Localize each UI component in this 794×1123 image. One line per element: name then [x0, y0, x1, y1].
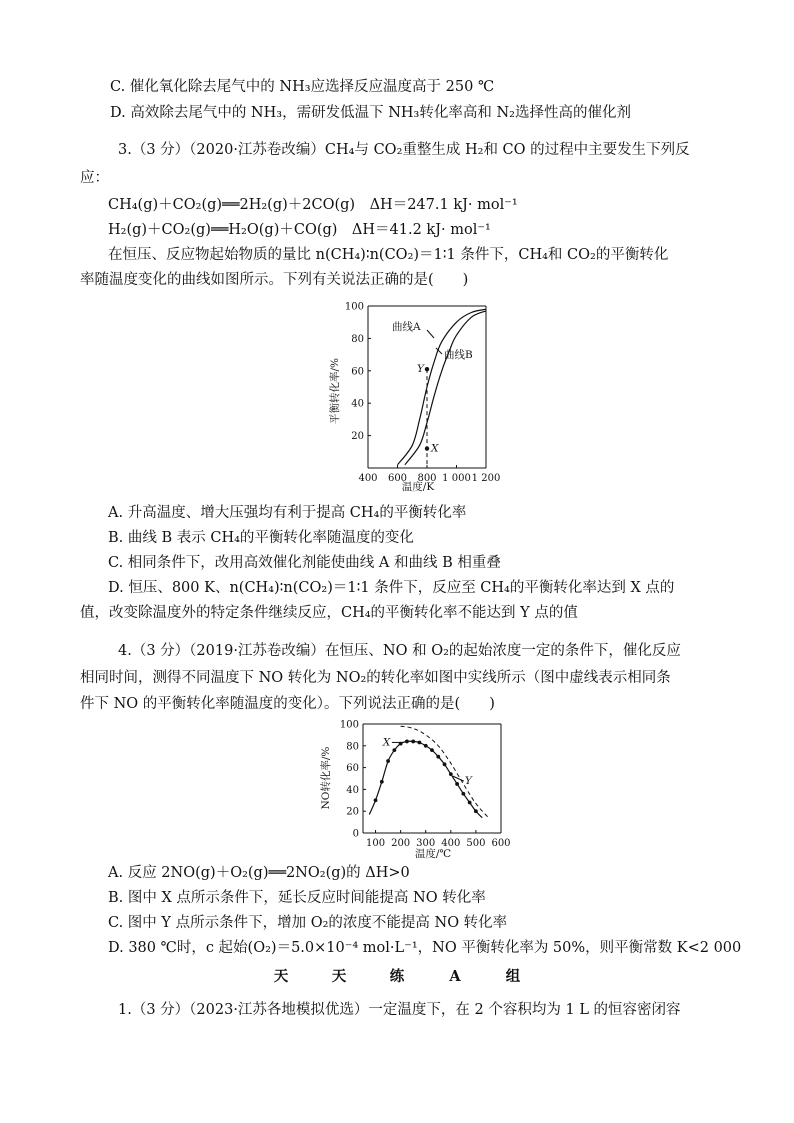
x-tick-label: 1 000 — [442, 473, 471, 484]
x-tick-label-2: 300 — [416, 838, 436, 849]
q3-equation-1: CH₄(g)＋CO₂(g)══2H₂(g)＋2CO(g) ΔH＝247.1 kJ· mol⁻¹ — [108, 197, 518, 213]
data-point — [405, 740, 409, 744]
heading-char-5: 组 — [505, 968, 521, 985]
heading-char-3: 练 — [389, 968, 405, 985]
point-x-label-2: X — [382, 736, 391, 749]
y-tick-label-2: 80 — [346, 741, 359, 753]
x-tick-label-2: 100 — [365, 838, 386, 849]
data-point — [430, 748, 434, 752]
q3-paragraph-2: 率随温度变化的曲线如图所示。下列有关说法正确的是( ) — [80, 272, 469, 288]
chart-equilibrium-conversion — [320, 296, 510, 496]
y-tick-label-2: 100 — [339, 719, 359, 731]
point-y-label-2: Y — [464, 775, 472, 788]
data-point — [411, 740, 415, 744]
curve-b-line — [405, 311, 486, 465]
data-point — [443, 762, 447, 766]
q3-option-d-2: 值，改变除温度外的特定条件继续反应，CH₄的平衡转化率不能达到 Y 点的值 — [80, 605, 578, 621]
q3-option-a: A. 升高温度、增大压强均有利于提高 CH₄的平衡转化率 — [108, 505, 467, 521]
data-point — [449, 772, 453, 776]
q4-option-b: B. 图中 X 点所示条件下，延长反应时间能提高 NO 转化率 — [108, 890, 486, 906]
q4-heading: 4.（3 分）（2019·江苏卷改编）在恒压、NO 和 O₂的起始浓度一定的条件下，催化反应 — [118, 643, 681, 659]
data-point — [468, 801, 472, 805]
data-point — [461, 792, 465, 796]
data-point — [474, 809, 478, 813]
data-point — [436, 755, 440, 759]
q3-heading: 3.（3 分）（2020·江苏卷改编）CH₄与 CO₂重整生成 H₂和 CO 的过程中主要发生下列反 — [118, 142, 690, 158]
data-point — [418, 741, 422, 745]
q4-paragraph-3: 件下 NO 的平衡转化率随温度的变化）。下列说法正确的是( ) — [80, 696, 495, 712]
y-tick-label-2: 20 — [346, 806, 359, 818]
point-x-label: X — [431, 442, 439, 455]
q3-option-c: C. 相同条件下，改用高效催化剂能使曲线 A 和曲线 B 相重叠 — [108, 555, 501, 571]
x-tick-label-2: 200 — [391, 838, 411, 849]
y-tick-label: 20 — [351, 431, 364, 443]
q3-paragraph-1: 在恒压、反应物起始物质的量比 n(CH₄)∶n(CO₂)＝1∶1 条件下，CH₄和 CO₂的平衡转化 — [108, 247, 669, 263]
x-tick-label-2: 500 — [466, 838, 486, 849]
q4-option-c: C. 图中 Y 点所示条件下，增加 O₂的浓度不能提高 NO 转化率 — [108, 915, 508, 931]
new-q1-heading: 1.（3 分）（2023·江苏各地模拟优选）一定温度下，在 2 个容积均为 1 L 的恒容密闭容 — [118, 1002, 681, 1018]
q4-option-d: D. 380 ℃时，c 起始(O₂)＝5.0×10⁻⁴ mol·L⁻¹，NO 平衡转化率为 50%，则平衡常数 K<2 000 — [108, 940, 742, 956]
y-axis-label: 平衡转化率/% — [329, 357, 341, 425]
y-tick-label-2: 60 — [346, 763, 359, 775]
data-point — [386, 759, 390, 763]
x-tick-label: 400 — [358, 473, 378, 484]
x-axis-label-2: 温度/℃ — [414, 848, 452, 860]
data-point — [392, 748, 396, 752]
chart-no-conversion — [315, 716, 515, 862]
q3-heading-cont: 应： — [80, 170, 109, 186]
y-tick-label-2: 40 — [346, 784, 359, 796]
point-x — [425, 446, 429, 450]
q4-option-a: A. 反应 2NO(g)＋O₂(g)══2NO₂(g)的 ΔH>0 — [108, 865, 410, 881]
x-tick-label-2: 600 — [491, 838, 511, 849]
x-tick-label-2: 400 — [441, 838, 461, 849]
y-tick-label: 60 — [351, 366, 364, 378]
option-d-prev: D. 高效除去尾气中的 NH₃，需研发低温下 NH₃转化率高和 N₂选择性高的催化剂 — [110, 105, 631, 121]
heading-char-4: A — [449, 968, 461, 985]
x-tick-label: 600 — [387, 473, 408, 484]
x-tick-label: 800 — [417, 473, 437, 484]
y-tick-label: 100 — [344, 301, 364, 313]
data-point — [380, 780, 384, 784]
section-heading — [0, 967, 794, 987]
q3-equation-2: H₂(g)＋CO₂(g)══H₂O(g)＋CO(g) ΔH＝41.2 kJ· mol⁻¹ — [108, 222, 491, 238]
y-tick-label: 80 — [351, 333, 364, 345]
x-axis-label: 温度/K — [401, 481, 435, 493]
heading-char-1: 天 — [273, 968, 289, 985]
data-point — [424, 744, 428, 748]
curve-a-pointer — [427, 330, 434, 338]
option-c-prev: C. 催化氧化除去尾气中的 NH₃应选择反应温度高于 250 ℃ — [110, 79, 495, 95]
y-tick-label: 40 — [351, 398, 364, 410]
heading-char-2: 天 — [331, 968, 347, 985]
point-y — [425, 367, 429, 371]
data-point — [374, 798, 378, 802]
curve-a-label: 曲线A — [392, 321, 421, 333]
curve-b-label: 曲线B — [444, 349, 473, 361]
y-axis-label-2: NO转化率/% — [320, 746, 332, 810]
q4-paragraph-2: 相同时间，测得不同温度下 NO 转化为 NO₂的转化率如图中实线所示（图中虚线表示相同条 — [80, 670, 671, 686]
x-tick-label: 1 200 — [471, 473, 501, 484]
data-point — [455, 782, 459, 786]
y-tick-label-2: 0 — [352, 828, 359, 840]
point-y-label: Y — [417, 363, 424, 376]
q3-option-d-1: D. 恒压、800 K、n(CH₄)∶n(CO₂)＝1∶1 条件下，反应至 CH₄的平衡转化率达到 X 点的 — [108, 580, 675, 596]
q3-option-b: B. 曲线 B 表示 CH₄的平衡转化率随温度的变化 — [108, 530, 414, 546]
